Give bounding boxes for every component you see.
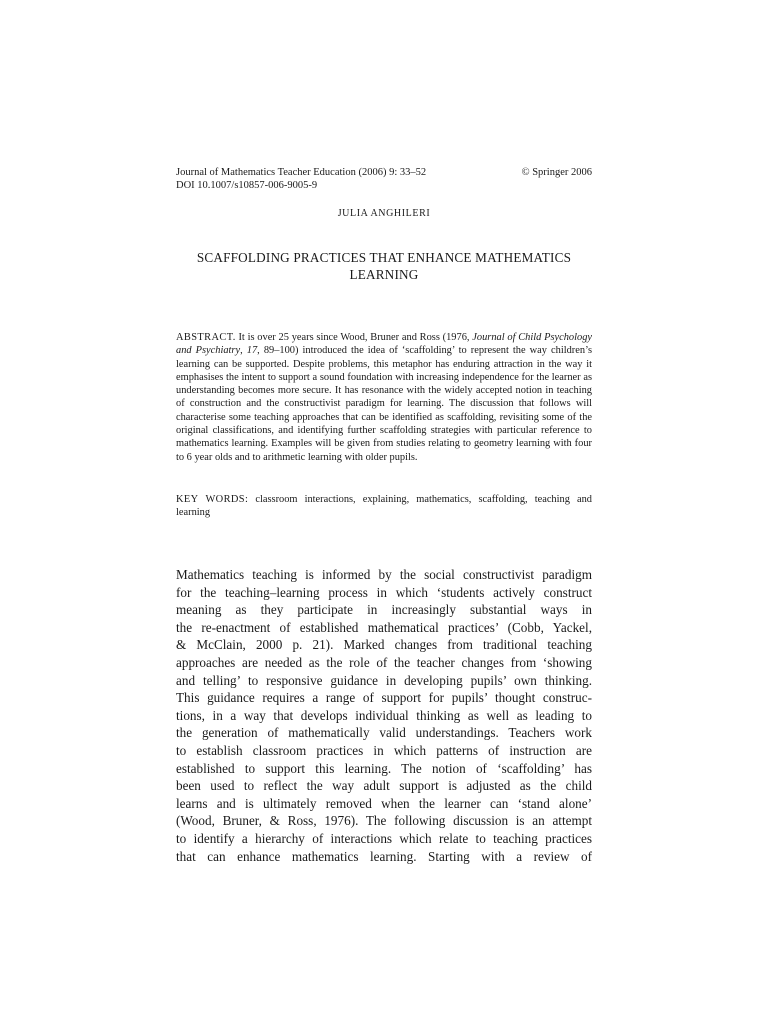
body-line: the generation of mathematically valid understandings. Teachers work: [176, 725, 592, 741]
keywords-label: KEY WORDS:: [176, 494, 249, 505]
journal-citation: Journal of Mathematics Teacher Education (2006) 9: 33–52: [176, 167, 427, 178]
body-line: This guidance requires a range of support for pupils’ thought construc-: [176, 690, 592, 706]
body-line: and telling’ to responsive guidance in developing pupils’ own thinking.: [176, 672, 592, 688]
doi: DOI 10.1007/s10857-006-9005-9: [176, 180, 318, 191]
body-line: been used to reflect the way adult support is adjusted as the child: [176, 778, 592, 794]
body-line: tions, in a way that develops individual thinking as well as leading to: [176, 707, 592, 723]
journal-header: [176, 166, 592, 192]
body-paragraph: [176, 566, 592, 865]
body-line: & McClain, 2000 p. 21). Marked changes from traditional teaching: [176, 637, 592, 653]
body-line: learns and is ultimately removed when the learner can ‘stand alone’: [176, 795, 592, 811]
abstract-text-2: ,: [240, 345, 247, 357]
abstract-journal-title: Journal of Child Psychology and Psychiatry: [176, 332, 592, 357]
abstract: [176, 331, 592, 464]
body-line: to identify a hierarchy of interactions which relate to teaching practices: [176, 830, 592, 846]
body-line: (Wood, Bruner, & Ross, 1976). The following discussion is an attempt: [176, 813, 592, 829]
abstract-volume: 17: [246, 345, 258, 357]
paper-title: [176, 249, 592, 283]
body-line: established to support this learning. The notion of ‘scaffolding’ has: [176, 760, 592, 776]
title-line-1: SCAFFOLDING PRACTICES THAT ENHANCE MATHEMATICS: [196, 250, 572, 265]
title-line-2: LEARNING: [349, 267, 419, 282]
body-line: approaches are needed as the role of the teacher changes from ‘showing: [176, 654, 592, 670]
author-name: JULIA ANGHILERI: [337, 208, 431, 219]
abstract-text-3: , 89–100) introduced the idea of ‘scaffolding’ to represent the way children’s learning can be supported. Despite problems, this metaphor has enduring attraction in the way it emphasises the intent to support a sound foundation with increasing independence for the learner as understanding becomes more secure. It has resonance with the widely accepted notion in teaching of construction and the constructivist paradigm for learning. The discussion that follows will characterise some teaching approaches that can be identified as scaffolding, revisiting some of the original classifications, and identifying further scaffolding strategies with particular reference to mathematics learning. Examples will be given from studies relating to geometry learning with four to 6 year olds and to arithmetic learning with older pupils.: [176, 345, 593, 463]
keywords-text: classroom interactions, explaining, mathematics, scaffolding, teaching and learning: [176, 494, 592, 519]
body-line: to establish classroom practices in which patterns of instruction are: [176, 742, 592, 758]
keywords: [176, 493, 592, 520]
body-line: for the teaching–learning process in which ‘students actively construct: [176, 584, 592, 600]
body-line: the re-enactment of established mathematical practices’ (Cobb, Yackel,: [176, 619, 592, 635]
copyright-notice: © Springer 2006: [521, 167, 592, 178]
abstract-text-1: It is over 25 years since Wood, Bruner and Ross (1976,: [235, 332, 473, 343]
body-line: Mathematics teaching is informed by the social constructivist paradigm: [176, 567, 592, 582]
abstract-label: ABSTRACT.: [176, 332, 236, 343]
body-line: meaning as they participate in increasingly substantial ways in: [176, 602, 592, 618]
body-line: that can enhance mathematics learning. Starting with a review of: [176, 848, 592, 864]
